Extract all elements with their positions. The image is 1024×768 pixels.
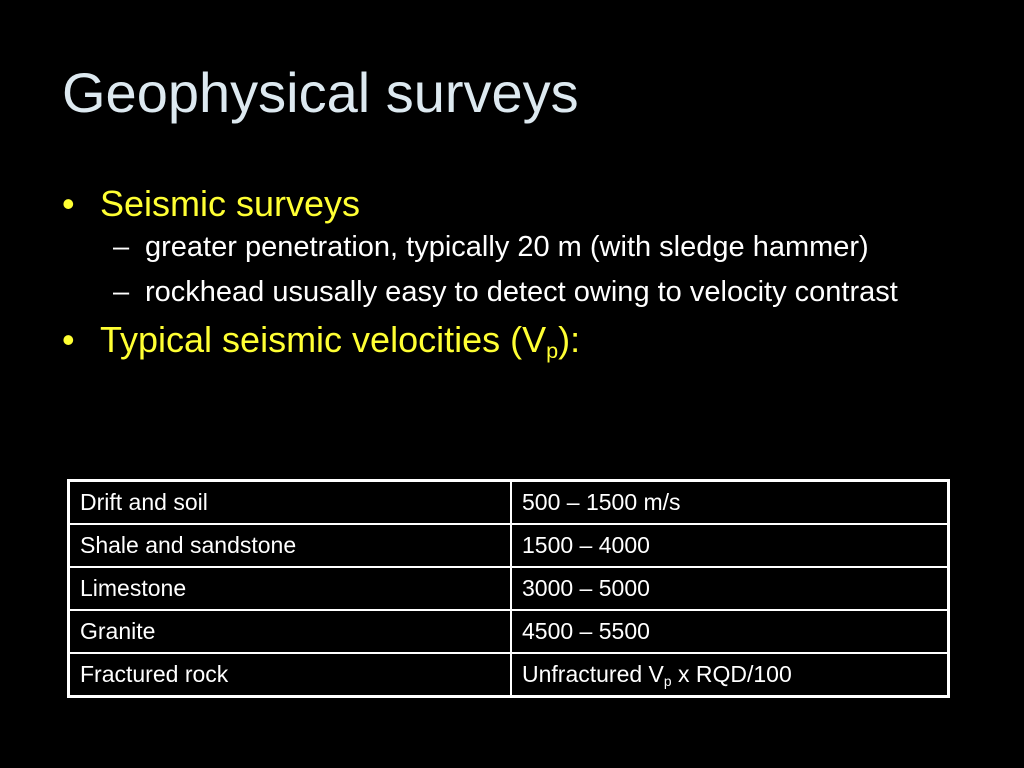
subbullet-penetration xyxy=(62,230,962,265)
slide-content xyxy=(62,184,962,365)
dash-marker: – xyxy=(113,231,130,263)
table-row xyxy=(69,610,949,653)
subbullet-rockhead xyxy=(62,275,962,310)
table-row xyxy=(69,653,949,697)
table-cell-material: Shale and sandstone xyxy=(69,524,512,567)
bullet-typical-velocities xyxy=(62,320,962,365)
bullet-text: Typical seismic velocities $(V_p)$: xyxy=(100,319,581,364)
table-cell-material: Drift and soil xyxy=(69,481,512,525)
table-cell-velocity: 1500 – 4000 xyxy=(511,524,949,567)
table-row xyxy=(69,567,949,610)
table-cell-velocity: 500 – 1500 m/s xyxy=(511,481,949,525)
table-cell-velocity: 4500 – 5500 xyxy=(511,610,949,653)
dash-marker: – xyxy=(113,276,130,308)
subbullet-text: greater penetration, typically 20 m (with sledge hammer) xyxy=(145,231,869,263)
table-cell-velocity: 3000 – 5000 xyxy=(511,567,949,610)
table-cell-material: Limestone xyxy=(69,567,512,610)
subscript-p: p xyxy=(663,674,672,690)
table-row xyxy=(69,481,949,525)
table-cell-material: Granite xyxy=(69,610,512,653)
table-cell-material: Fractured rock xyxy=(69,653,512,697)
velocity-table xyxy=(67,479,950,698)
subbullet-text: rockhead ususally easy to detect owing to velocity contrast xyxy=(145,276,898,308)
table-cell-velocity: Unfractured $V_p$ x RQD/100 xyxy=(511,653,949,697)
slide-title: Geophysical surveys xyxy=(62,61,579,124)
bullet-text: Seismic surveys xyxy=(100,183,361,224)
bullet-seismic-surveys xyxy=(62,184,962,224)
table-row xyxy=(69,524,949,567)
subscript-p: p xyxy=(546,338,559,364)
bullet-marker: • xyxy=(62,183,75,224)
bullet-marker: • xyxy=(62,319,75,360)
